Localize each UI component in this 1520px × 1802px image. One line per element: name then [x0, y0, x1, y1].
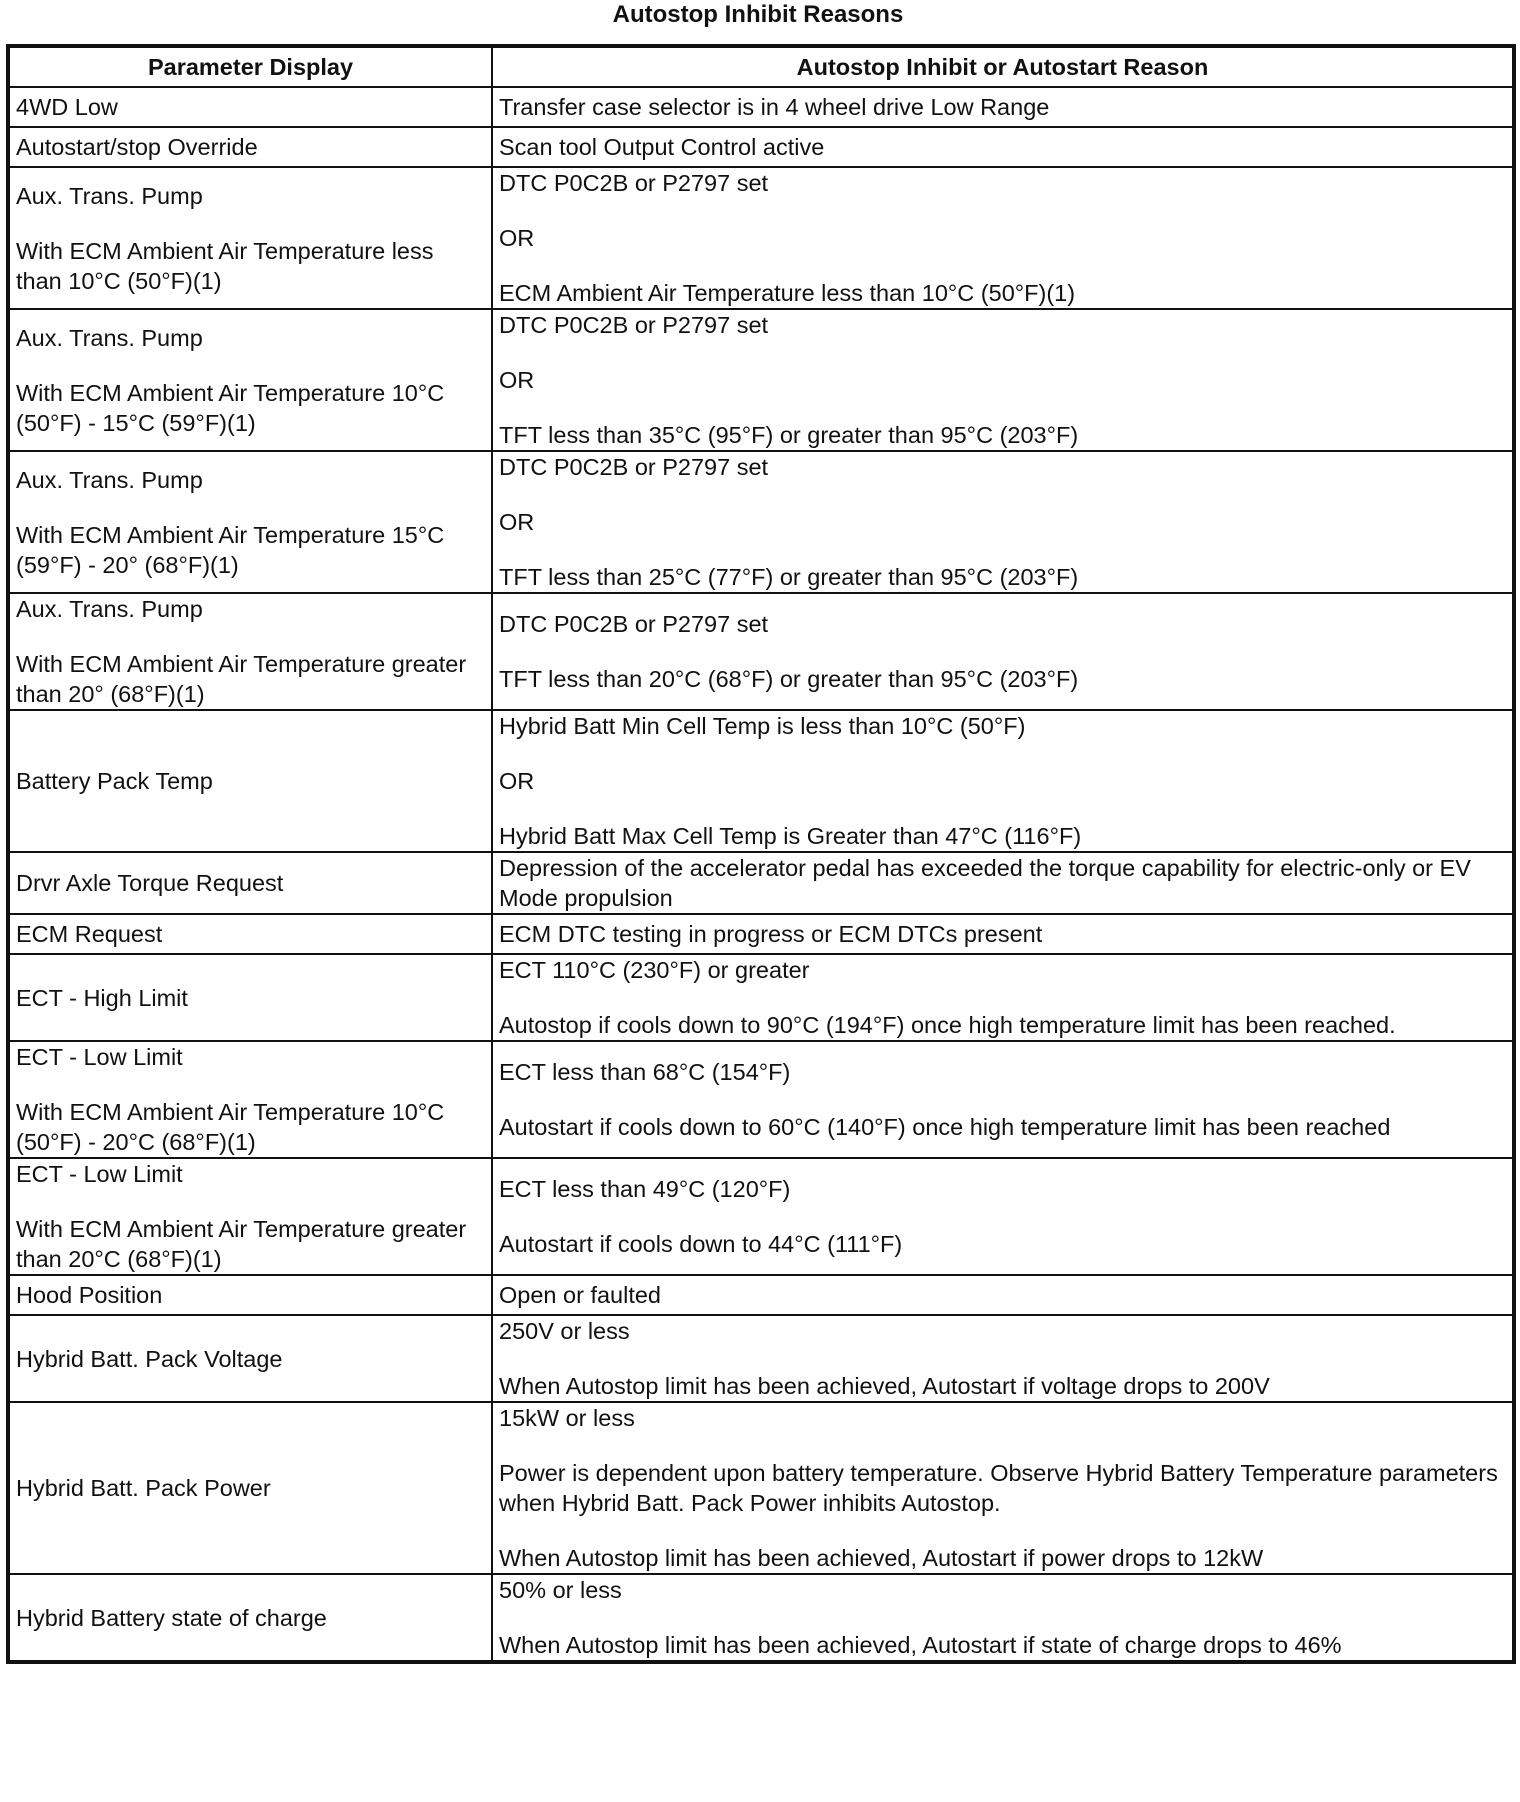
parameter-cell [8, 954, 492, 1041]
reason-cell-text: OR [499, 768, 535, 794]
paragraph-gap [16, 1189, 485, 1214]
reason-cell [492, 710, 1514, 852]
reason-cell-text: Autostart if cools down to 44°C (111°F) [499, 1231, 903, 1257]
parameter-cell-text: Autostart/stop Override [16, 134, 258, 160]
reason-cell-text: DTC P0C2B or P2797 set [499, 170, 769, 196]
parameter-cell-text: With ECM Ambient Air Temperature greater than 20°C (68°F)(1) [16, 1216, 467, 1272]
reason-cell-text: Scan tool Output Control active [499, 134, 825, 160]
reason-cell [492, 1574, 1514, 1662]
parameter-cell [8, 87, 492, 127]
paragraph-gap [499, 1433, 1506, 1458]
paragraph-gap [499, 639, 1506, 664]
parameter-cell-text: Hybrid Batt. Pack Power [16, 1475, 271, 1501]
table-row [8, 309, 1514, 451]
parameter-cell [8, 451, 492, 593]
header-autostop-reason: Autostop Inhibit or Autostart Reason [492, 46, 1514, 87]
parameter-cell-text: With ECM Ambient Air Temperature 10°C (50°F) - 20°C (68°F)(1) [16, 1099, 445, 1155]
reason-cell [492, 309, 1514, 451]
parameter-cell [8, 1402, 492, 1574]
reason-cell-text: Transfer case selector is in 4 wheel drive Low Range [499, 94, 1050, 120]
paragraph-gap [16, 211, 485, 236]
reason-cell-text: Open or faulted [499, 1282, 661, 1308]
parameter-cell-text: Hood Position [16, 1282, 163, 1308]
reason-cell [492, 451, 1514, 593]
paragraph-gap [499, 1087, 1506, 1112]
reason-cell-text: DTC P0C2B or P2797 set [499, 454, 769, 480]
reason-cell-text: 50% or less [499, 1577, 622, 1603]
table-row [8, 710, 1514, 852]
parameter-cell [8, 309, 492, 451]
reason-cell-text: 250V or less [499, 1318, 630, 1344]
parameter-cell-text: Aux. Trans. Pump [16, 596, 203, 622]
table-row [8, 593, 1514, 710]
parameter-cell-text: With ECM Ambient Air Temperature greater than 20° (68°F)(1) [16, 651, 467, 707]
reason-cell [492, 1275, 1514, 1315]
reason-cell [492, 1315, 1514, 1402]
parameter-cell-text: Battery Pack Temp [16, 768, 213, 794]
reason-cell-text: Hybrid Batt Max Cell Temp is Greater than 47°C (116°F) [499, 823, 1082, 849]
parameter-cell-text: With ECM Ambient Air Temperature 15°C (59°F) - 20° (68°F)(1) [16, 521, 445, 578]
parameter-cell-text: Aux. Trans. Pump [16, 324, 203, 351]
parameter-cell [8, 710, 492, 852]
reason-cell-text: OR [499, 225, 535, 251]
paragraph-gap [499, 1346, 1506, 1371]
parameter-cell-text: Hybrid Batt. Pack Voltage [16, 1345, 283, 1372]
reason-cell-text: ECM DTC testing in progress or ECM DTCs present [499, 921, 1043, 947]
parameter-cell-text: Aux. Trans. Pump [16, 466, 203, 493]
reason-cell-text: ECT less than 49°C (120°F) [499, 1176, 791, 1202]
parameter-cell-text: ECT - Low Limit [16, 1161, 183, 1187]
reason-cell-text: Hybrid Batt Min Cell Temp is less than 10°C (50°F) [499, 713, 1026, 739]
reason-cell-text: ECM Ambient Air Temperature less than 10°C (50°F)(1) [499, 280, 1076, 306]
reason-cell-text: OR [499, 509, 535, 535]
reason-cell [492, 954, 1514, 1041]
table-row [8, 1158, 1514, 1275]
autostop-inhibit-table [6, 44, 1516, 1664]
table-row [8, 87, 1514, 127]
reason-cell [492, 1402, 1514, 1574]
reason-cell [492, 167, 1514, 309]
paragraph-gap [499, 741, 1506, 766]
parameter-cell [8, 1275, 492, 1315]
parameter-cell [8, 127, 492, 167]
reason-cell-text: When Autostop limit has been achieved, Autostart if power drops to 12kW [499, 1545, 1264, 1571]
paragraph-gap [499, 395, 1506, 420]
table-title: Autostop Inhibit Reasons [612, 1, 904, 28]
parameter-cell [8, 167, 492, 309]
reason-cell [492, 127, 1514, 167]
parameter-cell-text: ECM Request [16, 921, 163, 947]
table-row [8, 1315, 1514, 1402]
reason-cell [492, 852, 1514, 914]
reason-cell-text: OR [499, 367, 535, 393]
parameter-cell [8, 1158, 492, 1275]
parameter-cell-text: Drvr Axle Torque Request [16, 870, 284, 896]
paragraph-gap [499, 198, 1506, 223]
parameter-cell-text: With ECM Ambient Air Temperature 10°C (50°F) - 15°C (59°F)(1) [16, 379, 445, 436]
paragraph-gap [16, 495, 485, 520]
table-body [8, 87, 1514, 1662]
parameter-cell-text: Aux. Trans. Pump [16, 182, 203, 209]
reason-cell-text: Depression of the accelerator pedal has exceeded the torque capability for electric-only or EV Mode propulsion [499, 855, 1471, 911]
paragraph-gap [499, 1204, 1506, 1229]
reason-cell-text: DTC P0C2B or P2797 set [499, 312, 769, 338]
paragraph-gap [499, 537, 1506, 562]
parameter-cell [8, 1574, 492, 1662]
reason-cell-text: TFT less than 25°C (77°F) or greater than 95°C (203°F) [499, 564, 1079, 590]
paragraph-gap [16, 353, 485, 378]
paragraph-gap [499, 796, 1506, 821]
parameter-cell-text: ECT - Low Limit [16, 1044, 183, 1070]
reason-cell-text: ECT 110°C (230°F) or greater [499, 957, 810, 983]
parameter-cell-text: 4WD Low [16, 94, 118, 120]
parameter-cell-text: Hybrid Battery state of charge [16, 1604, 327, 1631]
paragraph-gap [16, 1072, 485, 1097]
parameter-cell [8, 1041, 492, 1158]
reason-cell-text: Autostart if cools down to 60°C (140°F) once high temperature limit has been reached [499, 1114, 1391, 1140]
table-row [8, 451, 1514, 593]
paragraph-gap [499, 253, 1506, 278]
table-row [8, 1275, 1514, 1315]
reason-cell-text: DTC P0C2B or P2797 set [499, 611, 769, 637]
parameter-cell-text: ECT - High Limit [16, 984, 188, 1011]
table-row [8, 1402, 1514, 1574]
table-row [8, 954, 1514, 1041]
paragraph-gap [499, 1518, 1506, 1543]
reason-cell-text: Power is dependent upon battery temperature. Observe Hybrid Battery Temperature parameters when Hybrid Batt. Pack Power inhibits Autostop. [499, 1460, 1498, 1516]
paragraph-gap [499, 340, 1506, 365]
reason-cell [492, 87, 1514, 127]
parameter-cell [8, 914, 492, 954]
table-row [8, 127, 1514, 167]
reason-cell [492, 1041, 1514, 1158]
paragraph-gap [499, 985, 1506, 1010]
parameter-cell-text: With ECM Ambient Air Temperature less than 10°C (50°F)(1) [16, 237, 434, 294]
paragraph-gap [16, 624, 485, 649]
reason-cell-text: When Autostop limit has been achieved, Autostart if voltage drops to 200V [499, 1373, 1270, 1399]
table-row [8, 1574, 1514, 1662]
parameter-cell [8, 852, 492, 914]
table-row [8, 167, 1514, 309]
reason-cell-text: Autostop if cools down to 90°C (194°F) once high temperature limit has been reached. [499, 1012, 1396, 1038]
table-row [8, 914, 1514, 954]
reason-cell-text: ECT less than 68°C (154°F) [499, 1059, 791, 1085]
table-row [8, 1041, 1514, 1158]
paragraph-gap [499, 482, 1506, 507]
reason-cell-text: When Autostop limit has been achieved, Autostart if state of charge drops to 46% [499, 1632, 1342, 1658]
reason-cell [492, 1158, 1514, 1275]
table-header-row [8, 46, 1514, 87]
parameter-cell [8, 1315, 492, 1402]
reason-cell-text: 15kW or less [499, 1405, 635, 1431]
table-row [8, 852, 1514, 914]
parameter-cell [8, 593, 492, 710]
header-parameter-display: Parameter Display [8, 46, 492, 87]
reason-cell-text: TFT less than 35°C (95°F) or greater than 95°C (203°F) [499, 422, 1079, 448]
paragraph-gap [499, 1605, 1506, 1630]
reason-cell [492, 593, 1514, 710]
reason-cell [492, 914, 1514, 954]
reason-cell-text: TFT less than 20°C (68°F) or greater than 95°C (203°F) [499, 666, 1079, 692]
